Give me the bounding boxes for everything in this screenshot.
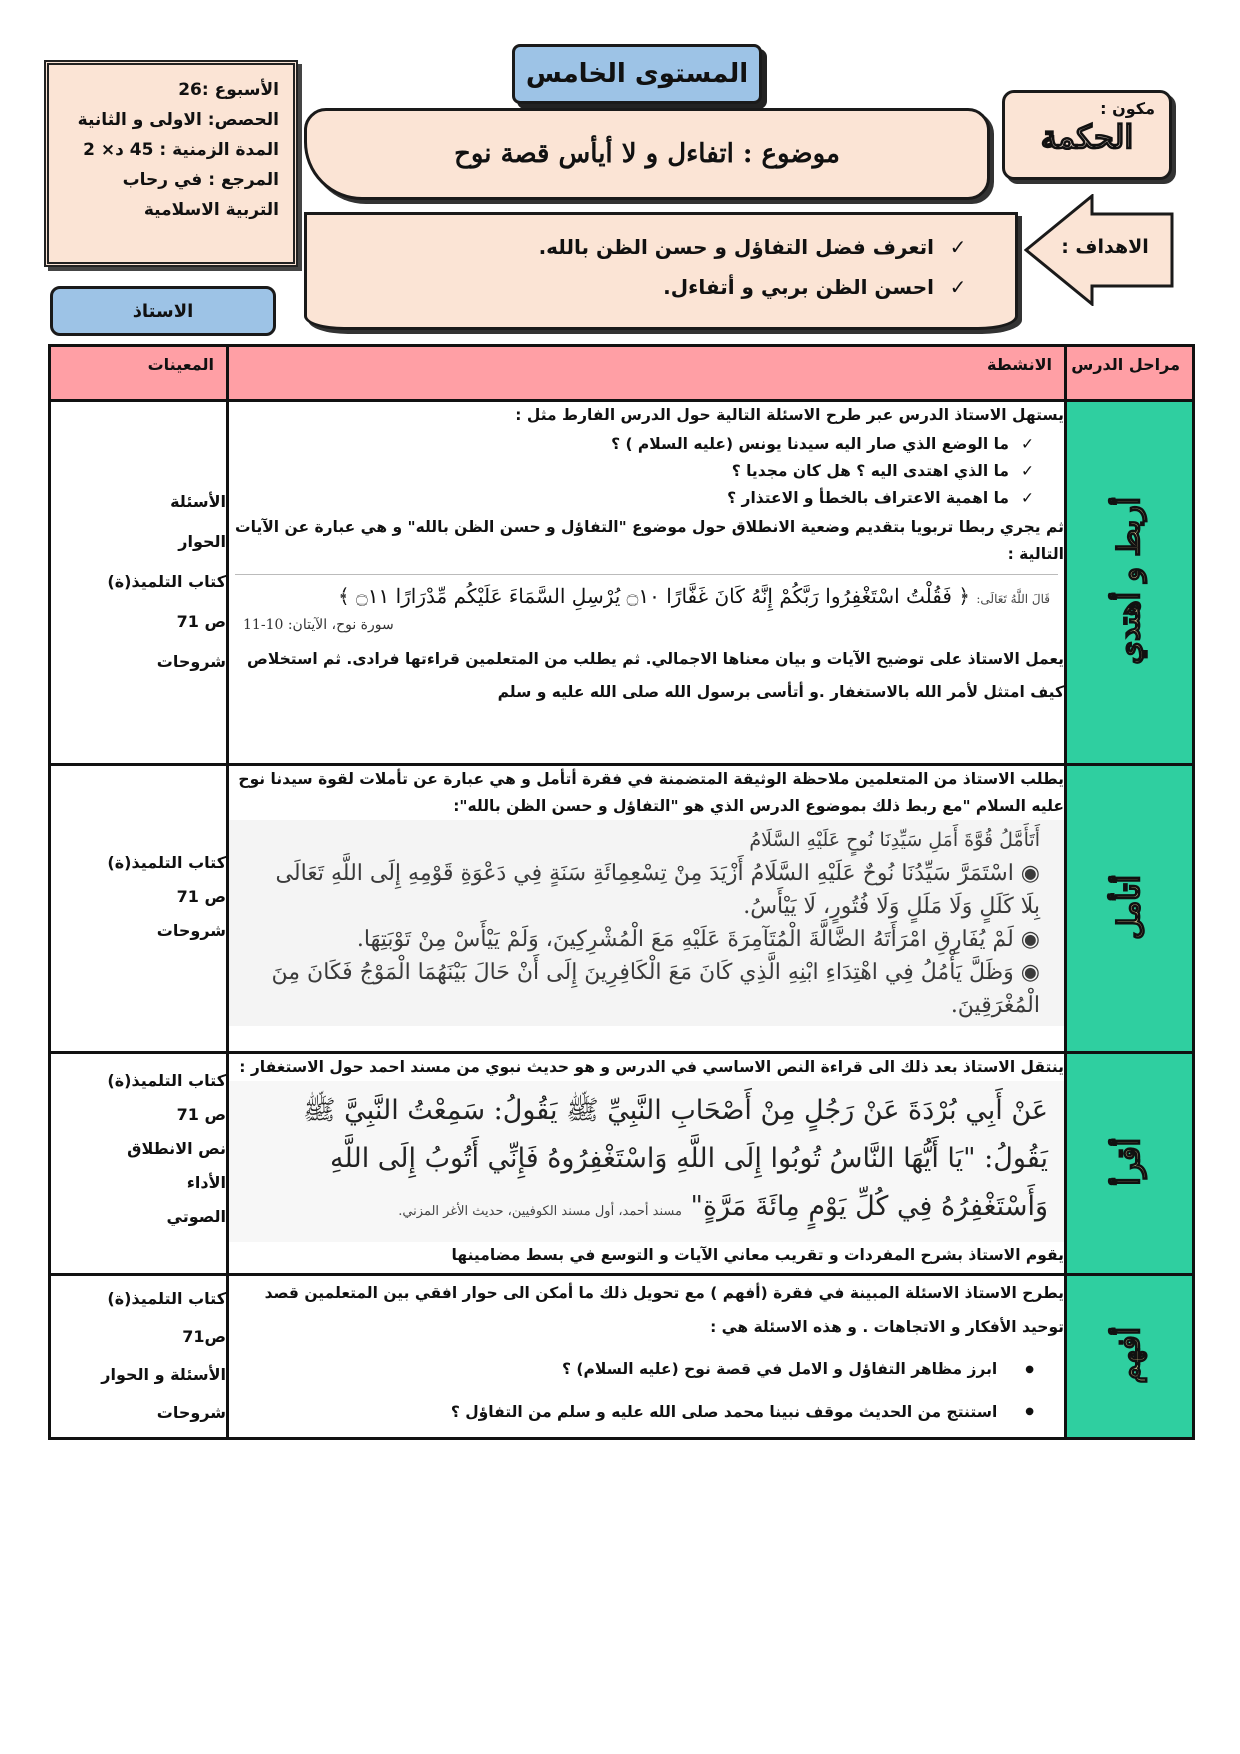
hadith-image: عَنْ أَبِي بُرْدَةَ عَنْ رَجُلٍ مِنْ أَصْحَابِ النَّبِيِّ ﷺ يَقُولُ: سَمِعْتُ النَّبِيَّ ﷺ يَقُولُ: "يَا أَيُّهَا النَّاسُ تُوبُوا إِلَى اللَّهِ وَاسْتَغْفِرُوهُ فَإِنِّي أَتُوبُ إِلَى اللَّهِ وَأَسْتَغْفِرُهُ فِي كُلِّ يَوْمٍ مِائَةَ مَرَّةٍ" مسند أحمد، أول مسند الكوفيين، حديث الأغر المزني.: [229, 1081, 1064, 1242]
table-header-row: [50, 346, 1194, 401]
reflection-document-image: أَتَأَمَّلُ قُوَّةَ أَمَلِ سَيِّدِنَا نُوحٍ عَلَيْهِ السَّلَامُ ◉ اسْتَمَرَّ سَيِّدُنَا نُوحٌ عَلَيْهِ السَّلَامُ أَزْيَدَ مِنْ تِسْعِمِائَةِ سَنَةٍ فِي دَعْوَةِ قَوْمِهِ إِلَى اللَّهِ تَعَالَى بِلَا كَلَلٍ وَلَا مَلَلٍ وَلَا فُتُورٍ، لَا يَيْأَسُ. ◉ لَمْ يُفَارِقِ امْرَأَتَهُ الضَّالَّةَ الْمُتَآمِرَةَ عَلَيْهِ مَعَ الْمُشْرِكِينَ، وَلَمْ يَيْأَسْ مِنْ تَوْبَتِهَا. ◉ وَظَلَّ يَأْمُلُ فِي اهْتِدَاءِ ابْنِهِ الَّذِي كَانَ مَعَ الْكَافِرِينَ إِلَى أَنْ حَالَ بَيْنَهُمَا الْمَوْجُ فَكَانَ مِنَ الْمُغْرَقِينَ.: [229, 820, 1064, 1026]
check-icon: ✓: [949, 235, 967, 259]
component-value: الحكمة: [1040, 118, 1134, 156]
table-row: [50, 401, 1194, 765]
list-item: ✓ ما الوضع الذي صار اليه سيدنا يونس (عليه السلام ) ؟: [229, 431, 1034, 458]
activities-cell: يطلب الاستاذ من المتعلمين ملاحظة الوثيقة المتضمنة في فقرة أتأمل و هي عبارة عن تأملات لقوة سيدنا نوح عليه السلام "مع ربط ذلك بموضوع الدرس الذي هو "التفاؤل و حسن الظن بالله": أَتَأَمَّلُ قُوَّةَ أَمَلِ سَيِّدِنَا نُوحٍ عَلَيْهِ السَّلَامُ ◉ اسْتَمَرَّ سَيِّدُنَا نُوحٌ عَلَيْهِ السَّلَامُ أَزْيَدَ مِنْ تِسْعِمِائَةِ سَنَةٍ فِي دَعْوَةِ قَوْمِهِ إِلَى اللَّهِ تَعَالَى بِلَا كَلَلٍ وَلَا مَلَلٍ وَلَا فُتُورٍ، لَا يَيْأَسُ. ◉ لَمْ يُفَارِقِ امْرَأَتَهُ الضَّالَّةَ الْمُتَآمِرَةَ عَلَيْهِ مَعَ الْمُشْرِكِينَ، وَلَمْ يَيْأَسْ مِنْ تَوْبَتِهَا. ◉ وَظَلَّ يَأْمُلُ فِي اهْتِدَاءِ ابْنِهِ الَّذِي كَانَ مَعَ الْكَافِرِينَ إِلَى أَنْ حَالَ بَيْنَهُمَا الْمَوْجُ فَكَانَ مِنَ الْمُغْرَقِينَ.: [228, 765, 1066, 1053]
list-item: ● استنتج من الحديث موقف نبينا محمد صلى الله عليه و سلم من التفاؤل ؟: [229, 1395, 1034, 1430]
level-title: المستوى الخامس: [525, 59, 749, 89]
question-list: [229, 431, 1064, 512]
activities-cell: يستهل الاستاذ الدرس عبر طرح الاسئلة التالية حول الدرس الفارط مثل : ✓ ما الوضع الذي صار اليه سيدنا يونس (عليه السلام ) ؟ ✓ ما الذي اهتدى اليه ؟ هل كان مجديا ؟ ✓ ما اهمية الاعتراف بالخطأ و الاعتذار ؟ ثم يجري ربطا تربويا بتقديم وضعية الانطلاق حول موضوع "التفاؤل و حسن الظن بالله" و هي عبارة عن الآيات التالية : قَالَ اللَّهُ تَعَالَى: ﴿ فَقُلْتُ اسْتَغْفِرُوا رَبَّكُمْ إِنَّهُ كَانَ غَفَّارًا ۝١٠ يُرْسِلِ السَّمَاءَ عَلَيْكُم مِّدْرَارًا ۝١١ ﴾ سورة نوح، الآيتان: 10-11 يعمل الاستاذ على توضيح الآيات و بيان معناها الاجمالي. ثم يطلب من المتعلمين قراءتها فرادى. ثم استخلاص كيف امتثل لأمر الله بالاستغفار .و أتأسى برسول الله صلى الله عليه و سلم: [228, 401, 1066, 765]
question-list: [229, 1352, 1064, 1429]
level-banner: [512, 44, 762, 104]
aids-cell: كتاب التلميذ(ة) ص 71 نص الانطلاق الأداء الصوتي: [50, 1053, 228, 1275]
stage-cell: [1066, 401, 1194, 765]
list-item: ● ابرز مظاهر التفاؤل و الامل في قصة نوح (عليه السلام) ؟: [229, 1352, 1034, 1387]
activities-cell: ينتقل الاستاذ بعد ذلك الى قراءة النص الاساسي في الدرس و هو حديث نبوي من مسند احمد حول الاستغفار : عَنْ أَبِي بُرْدَةَ عَنْ رَجُلٍ مِنْ أَصْحَابِ النَّبِيِّ ﷺ يَقُولُ: سَمِعْتُ النَّبِيَّ ﷺ يَقُولُ: "يَا أَيُّهَا النَّاسُ تُوبُوا إِلَى اللَّهِ وَاسْتَغْفِرُوهُ فَإِنِّي أَتُوبُ إِلَى اللَّهِ وَأَسْتَغْفِرُهُ فِي كُلِّ يَوْمٍ مِائَةَ مَرَّةٍ" مسند أحمد، أول مسند الكوفيين، حديث الأغر المزني. يقوم الاستاذ بشرح المفردات و تقريب معاني الآيات و التوسع في بسط مضامينها: [228, 1053, 1066, 1275]
stages-header: مراحل الدرس: [1066, 346, 1194, 401]
goal-item: ✓ احسن الظن بربي و أتفاءل.: [327, 267, 975, 307]
lesson-table: [48, 344, 1195, 1440]
table-row: [50, 1275, 1194, 1439]
list-item: ✓ ما اهمية الاعتراف بالخطأ و الاعتذار ؟: [229, 485, 1034, 512]
goals-label: الاهداف :: [1061, 236, 1149, 258]
sessions-text: الحصص: الاولى و الثانية: [77, 110, 279, 130]
stage-cell: [1066, 1275, 1194, 1439]
stage-cell: [1066, 1053, 1194, 1275]
check-icon: ✓: [949, 275, 967, 299]
reference-text: المرجع : في رحاب: [122, 170, 279, 190]
stage-label: أقرأ: [1112, 1138, 1147, 1186]
stage-cell: [1066, 765, 1194, 1053]
week-text: الأسبوع :26: [178, 80, 279, 100]
component-label: مكون :: [1100, 99, 1155, 118]
stage-label: أربط و أهتدي: [1112, 497, 1147, 665]
list-item: ✓ ما الذي اهتدى اليه ؟ هل كان مجديا ؟: [229, 458, 1034, 485]
stage-label: أتأمل: [1112, 874, 1147, 940]
topic-title: موضوع : اتفاءل و لا أيأس قصة نوح: [454, 139, 840, 169]
teacher-label: الاستاذ: [132, 300, 194, 322]
aids-cell: كتاب التلميذ(ة) ص 71 شروحات: [50, 765, 228, 1053]
reference-text-2: التربية الاسلامية: [143, 200, 279, 220]
goals-box: [304, 212, 1018, 330]
activities-header: الانشطة: [228, 346, 1066, 401]
session-info-box: [44, 60, 298, 267]
aids-cell: كتاب التلميذ(ة) ص71 الأسئلة و الحوار شروحات: [50, 1275, 228, 1439]
stage-label: أفهم: [1112, 1326, 1147, 1384]
teacher-badge: [50, 286, 276, 336]
aids-header: المعينات: [50, 346, 228, 401]
topic-box: [304, 108, 990, 200]
component-box: [1002, 90, 1172, 180]
table-row: [50, 765, 1194, 1053]
quran-verse-image: قَالَ اللَّهُ تَعَالَى: ﴿ فَقُلْتُ اسْتَغْفِرُوا رَبَّكُمْ إِنَّهُ كَانَ غَفَّارًا ۝١٠ يُرْسِلِ السَّمَاءَ عَلَيْكُم مِّدْرَارًا ۝١١ ﴾ سورة نوح، الآيتان: 10-11: [235, 574, 1058, 638]
activities-cell: يطرح الاستاذ الاسئلة المبينة في فقرة (أفهم ) مع تحويل ذلك ما أمكن الى حوار افقي بين المتعلمين قصد توحيد الأفكار و الاتجاهات . و هذه الاسئلة هي : ● ابرز مظاهر التفاؤل و الامل في قصة نوح (عليه السلام) ؟ ● استنتج من الحديث موقف نبينا محمد صلى الله عليه و سلم من التفاؤل ؟: [228, 1275, 1066, 1439]
aids-cell: الأسئلة الحوار كتاب التلميذ(ة) ص 71 شروحات: [50, 401, 228, 765]
table-row: [50, 1053, 1194, 1275]
duration-text: المدة الزمنية : 45 د× 2: [83, 140, 279, 160]
goal-item: ✓ اتعرف فضل التفاؤل و حسن الظن بالله.: [327, 227, 975, 267]
